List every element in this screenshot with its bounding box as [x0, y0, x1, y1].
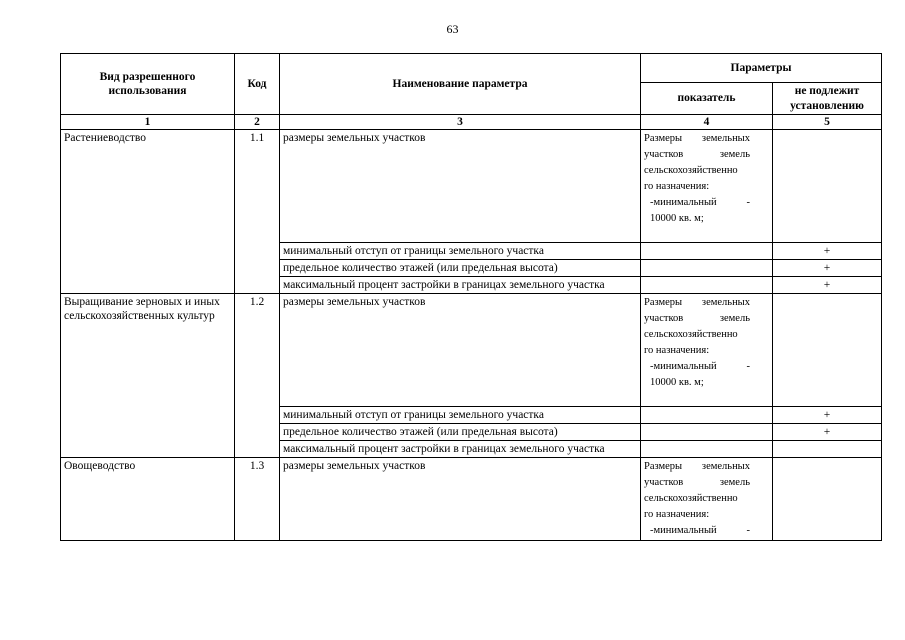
page-number: 63	[446, 22, 459, 36]
indicator-cell	[641, 407, 773, 424]
not-applicable-cell: +	[773, 407, 882, 424]
use-type-cell: Овощеводство	[61, 458, 235, 541]
param-name-cell: предельное количество этажей (или предельная высота)	[280, 424, 641, 441]
indicator-cell	[641, 441, 773, 458]
not-applicable-cell: +	[773, 424, 882, 441]
code-cell: 1.1	[235, 130, 280, 294]
column-number: 2	[235, 115, 280, 130]
header-parameters: Параметры	[641, 54, 882, 83]
param-name-cell: размеры земельных участков	[280, 294, 641, 407]
use-type-cell: Выращивание зерновых и иных сельскохозяйственных культур	[61, 294, 235, 458]
table-row	[61, 458, 882, 541]
not-applicable-cell	[773, 294, 882, 407]
code-cell: 1.3	[235, 458, 280, 541]
code-cell: 1.2	[235, 294, 280, 458]
param-name-cell: размеры земельных участков	[280, 458, 641, 541]
table-row	[61, 294, 882, 407]
param-name-cell: максимальный процент застройки в границах земельного участка	[280, 277, 641, 294]
not-applicable-cell: +	[773, 260, 882, 277]
header-indicator: показатель	[641, 83, 773, 115]
indicator-cell	[641, 260, 773, 277]
column-number-row	[61, 115, 882, 130]
column-number: 3	[280, 115, 641, 130]
indicator-cell: Размеры земельных участков земель сельскохозяйственно го назначения: -минимальный - 10000 кв. м;	[641, 130, 773, 243]
param-name-cell: минимальный отступ от границы земельного участка	[280, 243, 641, 260]
use-type-cell: Растениеводство	[61, 130, 235, 294]
column-number: 1	[61, 115, 235, 130]
header-param-name: Наименование параметра	[280, 54, 641, 115]
param-name-cell: максимальный процент застройки в границах земельного участка	[280, 441, 641, 458]
column-number: 4	[641, 115, 773, 130]
header-row-1	[61, 54, 882, 83]
header-code: Код	[235, 54, 280, 115]
indicator-cell	[641, 277, 773, 294]
not-applicable-cell	[773, 441, 882, 458]
table-row	[61, 130, 882, 243]
header-use-type: Вид разрешенного использования	[61, 54, 235, 115]
param-name-cell: предельное количество этажей (или предельная высота)	[280, 260, 641, 277]
indicator-cell	[641, 243, 773, 260]
not-applicable-cell	[773, 130, 882, 243]
column-number: 5	[773, 115, 882, 130]
indicator-cell: Размеры земельных участков земель сельскохозяйственно го назначения: -минимальный -	[641, 458, 773, 541]
param-name-cell: минимальный отступ от границы земельного участка	[280, 407, 641, 424]
indicator-cell: Размеры земельных участков земель сельскохозяйственно го назначения: -минимальный - 10000 кв. м;	[641, 294, 773, 407]
parameters-table	[60, 53, 882, 541]
not-applicable-cell: +	[773, 277, 882, 294]
not-applicable-cell	[773, 458, 882, 541]
not-applicable-cell: +	[773, 243, 882, 260]
header-not-applicable: не подлежит установлению	[773, 83, 882, 115]
indicator-cell	[641, 424, 773, 441]
param-name-cell: размеры земельных участков	[280, 130, 641, 243]
